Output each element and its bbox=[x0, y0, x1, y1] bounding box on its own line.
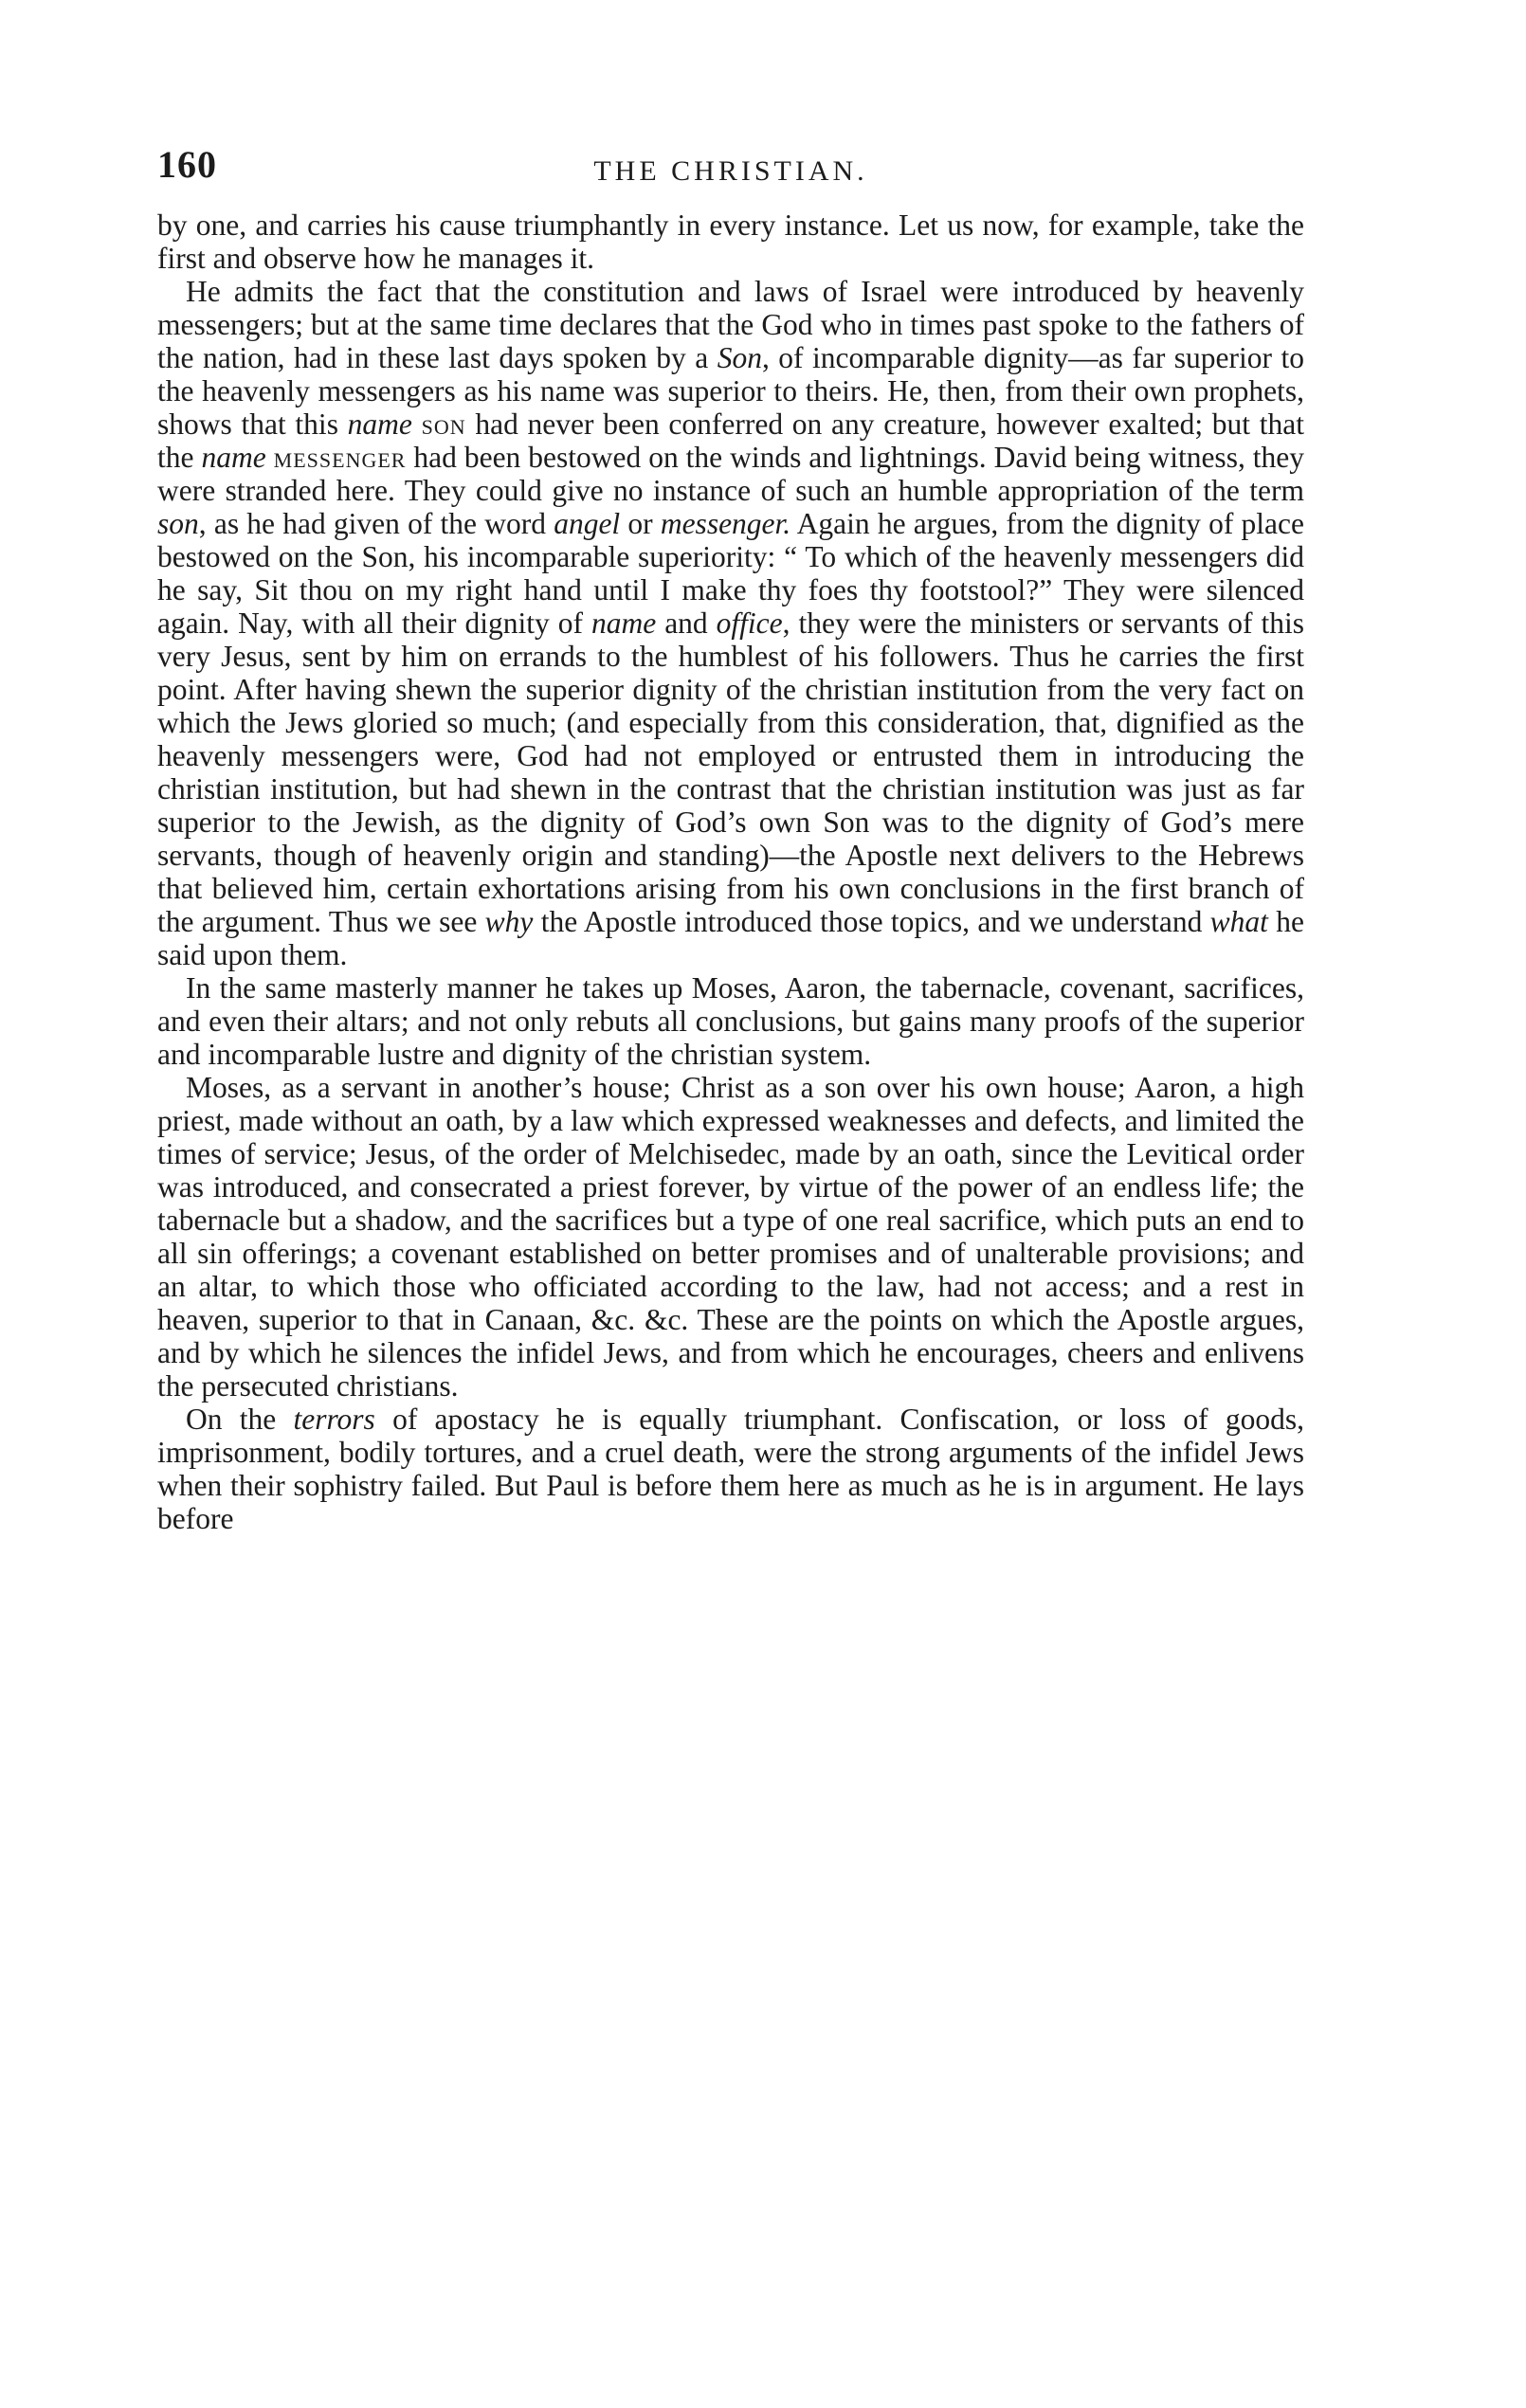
text-run: had never been conferred on any creature, however exalted; but that the bbox=[157, 407, 1304, 474]
text-run: He admits the fact that the constitution and laws of Israel were introduced by heavenly messengers; but at the same time declares that the God who in times past spoke to the fathers of the nation, had in these last days spoken by a bbox=[157, 275, 1304, 374]
italic-text: terrors bbox=[293, 1403, 375, 1436]
paragraph bbox=[157, 971, 1304, 1071]
text-run: In the same masterly manner he takes up Moses, Aaron, the tabernacle, covenant, sacrifices, and even their altars; and not only rebuts all conclusions, but gains many proofs of the superior and incomparable lustre and dignity of the christian system. bbox=[157, 971, 1304, 1071]
text-run: or bbox=[620, 507, 661, 540]
italic-text: office bbox=[716, 607, 783, 640]
body-text bbox=[157, 208, 1304, 1535]
running-title: THE CHRISTIAN. bbox=[593, 155, 868, 187]
page-number: 160 bbox=[157, 143, 217, 186]
paragraph bbox=[157, 208, 1304, 275]
text-run: the Apostle introduced those topics, and we understand bbox=[533, 905, 1210, 938]
text-run: he said upon them. bbox=[157, 905, 1304, 971]
small-caps-text: messenger bbox=[273, 441, 407, 474]
italic-text: name bbox=[590, 607, 657, 640]
italic-text: son bbox=[157, 507, 199, 540]
text-run: , they were the ministers or servants of this very Jesus, sent by him on errands to the humblest of his followers. Thus he carries the first point. After having shewn the superior dignity of the christian institution from the very fact on which the Jews gloried so much; (and especially from this consideration, that, dignified as the heavenly messengers were, God had not employed or entrusted them in introducing the christian institution, but had shewn in the contrast that the christian institution was just as far superior to the Jewish, as the dignity of God’s own Son was to the dignity of God’s mere servants, though of heavenly origin and standing)—the Apostle next delivers to the Hebrews that believed him, certain exhortations arising from his own conclusions in the first branch of the argument. Thus we see bbox=[157, 607, 1304, 938]
text-run: On the bbox=[186, 1403, 294, 1436]
text-run: had been bestowed on the winds and lightnings. David being witness, they were stranded here. They could give no instance of such an humble appropriation of the term bbox=[157, 441, 1305, 507]
paragraph bbox=[157, 1071, 1304, 1403]
text-run bbox=[266, 441, 274, 474]
italic-text: what bbox=[1209, 905, 1268, 938]
text-run: , as he had given of the word bbox=[198, 507, 554, 540]
italic-text: Son bbox=[717, 341, 762, 374]
italic-text: messenger. bbox=[660, 507, 791, 540]
italic-text: name bbox=[347, 407, 412, 441]
page-header bbox=[157, 142, 1304, 208]
text-run bbox=[412, 407, 422, 441]
paragraph bbox=[157, 1403, 1304, 1535]
paragraph bbox=[157, 275, 1304, 971]
text-run: of apostacy he is equally triumphant. Confiscation, or loss of goods, imprisonment, bodily tortures, and a cruel death, were the strong arguments of the infidel Jews when their sophistry failed. But Paul is before them here as much as he is in argument. He lays before bbox=[157, 1403, 1304, 1535]
text-run: by one, and carries his cause triumphantly in every instance. Let us now, for example, take the first and observe how he manages it. bbox=[157, 208, 1304, 275]
text-run: Moses, as a servant in another’s house; Christ as a son over his own house; Aaron, a high priest, made without an oath, by a law which expressed weaknesses and defects, and limited the times of service; Jesus, of the order of Melchisedec, made by an oath, since the Levitical order was introduced, and consecrated a priest forever, by virtue of the power of an endless life; the tabernacle but a shadow, and the sacrifices but a type of one real sacrifice, which puts an end to all sin offerings; a covenant established on better promises and of unalterable provisions; and an altar, to which those who officiated according to the law, had not access; and a rest in heaven, superior to that in Canaan, &c. &c. These are the points on which the Apostle argues, and by which he silences the infidel Jews, and from which he encourages, cheers and enlivens the persecuted christians. bbox=[157, 1071, 1304, 1403]
text-run: and bbox=[656, 607, 717, 640]
book-page bbox=[157, 142, 1304, 1535]
text-run: , of incomparable dignity—as far superior to the heavenly messengers as his name was superior to theirs. He, then, from their own prophets, shows that this bbox=[157, 341, 1304, 441]
italic-text: name bbox=[201, 441, 266, 474]
italic-text: why bbox=[484, 905, 534, 938]
text-run: Again he argues, from the dignity of place bestowed on the Son, his incomparable superiority: “ To which of the heavenly messengers did he say, Sit thou on my right hand until I make thy foes thy footstool?” They were silenced again. Nay, with all their dignity of bbox=[157, 507, 1304, 640]
italic-text: angel bbox=[554, 507, 621, 540]
small-caps-text: son bbox=[421, 407, 466, 441]
